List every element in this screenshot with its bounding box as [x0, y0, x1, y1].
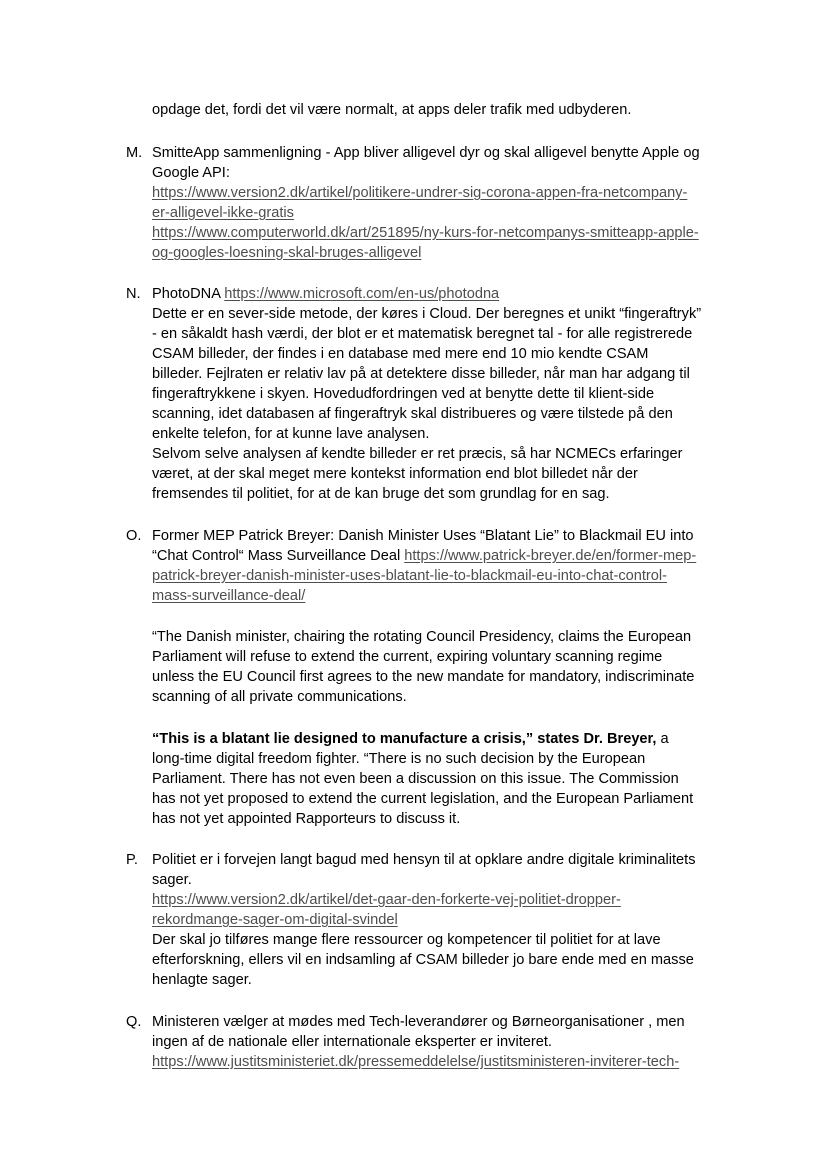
paragraph-line: opdage det, fordi det vil være normalt, at apps deler trafik med udbyderen. — [152, 102, 632, 118]
bold-quote: “This is a blatant lie designed to manufacture a crisis,” states Dr. Breyer, — [152, 731, 657, 747]
item-o-text: Former MEP Patrick Breyer: Danish Minister Uses “Blatant Lie” to Blackmail EU into — [152, 528, 694, 544]
list-marker-p: P. — [126, 852, 138, 868]
quote-continuation: a — [656, 731, 669, 747]
item-p-text: efterforskning, ellers vil en indsamling af CSAM billeder jo bare ende med en masse — [152, 952, 694, 968]
item-o-text — [152, 546, 696, 566]
version2-corona-app-link[interactable]: https://www.version2.dk/artikel/politikere-undrer-sig-corona-appen-fra-netcompany- — [152, 185, 688, 201]
microsoft-photodna-link[interactable]: https://www.microsoft.com/en-us/photodna — [224, 286, 500, 302]
item-n-text: Dette er en sever-side metode, der køres i Cloud. Der beregnes et unikt “fingeraftryk” — [152, 306, 702, 322]
patrick-breyer-article-link[interactable]: https://www.patrick-breyer.de/en/former-mep- — [404, 548, 697, 564]
computerworld-smitteapp-link[interactable]: og-googles-loesning-skal-bruges-alligevel — [152, 245, 422, 261]
item-n-text: fremsendes til politiet, for at de kan bruge det som grundlag for en sag. — [152, 486, 610, 502]
quote-text: has not yet proposed to extend the current legislation, and the European Parliament — [152, 791, 694, 807]
item-n-text: fingeraftrykkene i skyen. Hovedudfordringen ved at benytte dette til klient-side — [152, 386, 655, 402]
item-m-text: SmitteApp sammenligning - App bliver alligevel dyr og skal alligevel benytte Apple og — [152, 145, 700, 161]
item-n-text: Selvom selve analysen af kendte billeder er ret præcis, så har NCMECs erfaringer — [152, 446, 683, 462]
item-p-text: sager. — [152, 872, 192, 888]
item-q-text: Ministeren vælger at mødes med Tech-leverandører og Børneorganisationer , men — [152, 1014, 685, 1030]
item-p-text: henlagte sager. — [152, 972, 252, 988]
quote-text: scanning of all private communications. — [152, 689, 407, 705]
patrick-breyer-article-link[interactable]: patrick-breyer-danish-minister-uses-blatant-lie-to-blackmail-eu-into-chat-control- — [152, 568, 668, 584]
item-p-text: Der skal jo tilføres mange flere ressourcer og kompetencer til politiet for at lave — [152, 932, 661, 948]
quote-text: Parliament. There has not even been a discussion on this issue. The Commission — [152, 771, 679, 787]
item-m-text: Google API: — [152, 165, 230, 181]
computerworld-smitteapp-link[interactable]: https://www.computerworld.dk/art/251895/ny-kurs-for-netcompanys-smitteapp-apple- — [152, 225, 699, 241]
justitsministeriet-press-link[interactable]: https://www.justitsministeriet.dk/pressemeddelelse/justitsministeren-inviterer-tech- — [152, 1054, 680, 1070]
photodna-title: PhotoDNA — [152, 286, 225, 302]
version2-corona-app-link[interactable]: er-alligevel-ikke-gratis — [152, 205, 294, 221]
item-n-text: CSAM billeder, der findes i en database med mere end 10 mio kendte CSAM — [152, 346, 649, 362]
item-q-text: ingen af de nationale eller internationale eksperter er inviteret. — [152, 1034, 552, 1050]
item-n-heading — [152, 284, 499, 304]
item-o-inline-text: “Chat Control“ Mass Surveillance Deal — [152, 548, 405, 564]
item-p-text: Politiet er i forvejen langt bagud med hensyn til at opklare andre digitale kriminalitets — [152, 852, 696, 868]
item-n-text: scanning, idet databasen af fingeraftryk skal distribueres og være tilstede på den — [152, 406, 673, 422]
quote-text: Parliament will refuse to extend the current, expiring voluntary scanning regime — [152, 649, 663, 665]
version2-politiet-link[interactable]: rekordmange-sager-om-digital-svindel — [152, 912, 398, 928]
list-marker-q: Q. — [126, 1014, 142, 1030]
quote-text — [152, 729, 669, 749]
version2-politiet-link[interactable]: https://www.version2.dk/artikel/det-gaar-den-forkerte-vej-politiet-dropper- — [152, 892, 621, 908]
patrick-breyer-article-link[interactable]: mass-surveillance-deal/ — [152, 588, 306, 604]
quote-text: has not yet appointed Rapporteurs to discuss it. — [152, 811, 461, 827]
item-n-text: - en såkaldt hash værdi, der blot er et matematisk beregnet tal - for alle registrerede — [152, 326, 693, 342]
item-n-text: billeder. Fejlraten er relativ lav på at detektere disse billeder, når man har adgang til — [152, 366, 690, 382]
item-n-text: været, at der skal meget mere kontekst information end blot billedet når der — [152, 466, 638, 482]
quote-text: “The Danish minister, chairing the rotating Council Presidency, claims the European — [152, 629, 692, 645]
item-n-text: enkelte telefon, for at kunne lave analysen. — [152, 426, 430, 442]
quote-text: long-time digital freedom fighter. “There is no such decision by the European — [152, 751, 646, 767]
list-marker-o: O. — [126, 528, 142, 544]
list-marker-m: M. — [126, 145, 143, 161]
quote-text: unless the EU Council first agrees to the new mandate for mandatory, indiscriminate — [152, 669, 695, 685]
list-marker-n: N. — [126, 286, 141, 302]
